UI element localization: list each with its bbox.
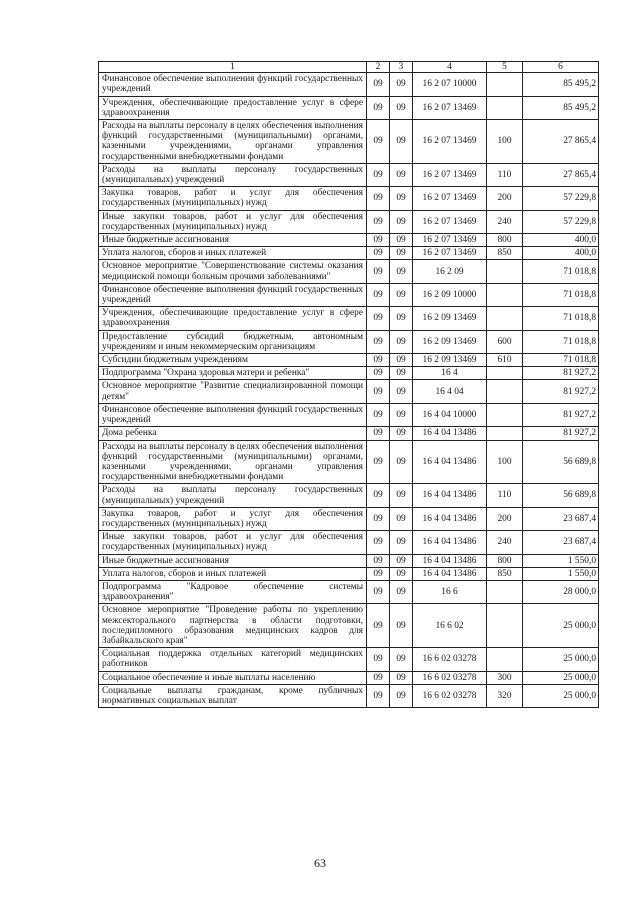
table-body — [99, 62, 599, 708]
table-row — [99, 354, 599, 367]
row-subsection-cell: 09 — [390, 671, 413, 684]
column-header: 3 — [390, 62, 413, 73]
row-subsection-cell: 09 — [390, 531, 413, 554]
row-amount-cell: 85 495,2 — [523, 73, 599, 96]
row-expense-type-cell: 100 — [487, 120, 523, 164]
row-target-code-cell: 16 6 02 03278 — [413, 684, 487, 707]
row-name-cell: Иные бюджетные ассигнования — [99, 554, 367, 567]
row-expense-type-cell: 800 — [487, 554, 523, 567]
row-amount-cell: 81 927,2 — [523, 403, 599, 426]
row-amount-cell: 71 018,8 — [523, 283, 599, 306]
row-expense-type-cell — [487, 96, 523, 119]
row-name-cell: Социальное обеспечение и иные выплаты населению — [99, 671, 367, 684]
row-subsection-cell: 09 — [390, 380, 413, 403]
row-target-code-cell: 16 4 04 — [413, 380, 487, 403]
row-section-cell: 09 — [367, 554, 390, 567]
row-name-cell: Учреждения, обеспечивающие предоставление услуг в сфере здравоохранения — [99, 307, 367, 330]
row-expense-type-cell: 800 — [487, 234, 523, 247]
row-target-code-cell: 16 4 — [413, 367, 487, 380]
table-row — [99, 648, 599, 671]
row-section-cell: 09 — [367, 380, 390, 403]
row-section-cell: 09 — [367, 354, 390, 367]
row-target-code-cell: 16 2 09 — [413, 260, 487, 283]
row-expense-type-cell — [487, 648, 523, 671]
table-row — [99, 367, 599, 380]
row-subsection-cell: 09 — [390, 283, 413, 306]
row-section-cell: 09 — [367, 427, 390, 440]
row-subsection-cell: 09 — [390, 210, 413, 233]
row-target-code-cell: 16 2 07 13469 — [413, 210, 487, 233]
row-section-cell: 09 — [367, 648, 390, 671]
table-row — [99, 234, 599, 247]
row-target-code-cell: 16 2 09 13469 — [413, 354, 487, 367]
budget-table — [98, 61, 599, 708]
row-subsection-cell: 09 — [390, 684, 413, 707]
row-name-cell: Социальные выплаты гражданам, кроме публичных нормативных социальных выплат — [99, 684, 367, 707]
row-amount-cell: 71 018,8 — [523, 307, 599, 330]
header-row — [99, 62, 599, 73]
row-amount-cell: 25 000,0 — [523, 671, 599, 684]
row-amount-cell: 71 018,8 — [523, 260, 599, 283]
row-expense-type-cell: 200 — [487, 507, 523, 530]
column-header: 2 — [367, 62, 390, 73]
row-section-cell: 09 — [367, 330, 390, 353]
row-target-code-cell: 16 2 09 13469 — [413, 330, 487, 353]
table-row — [99, 380, 599, 403]
row-amount-cell: 71 018,8 — [523, 354, 599, 367]
row-amount-cell: 25 000,0 — [523, 684, 599, 707]
row-expense-type-cell — [487, 260, 523, 283]
row-target-code-cell: 16 6 02 03278 — [413, 671, 487, 684]
row-name-cell: Расходы на выплаты персоналу государственных (муниципальных) учреждений — [99, 163, 367, 186]
row-name-cell: Уплата налогов, сборов и иных платежей — [99, 247, 367, 260]
row-section-cell: 09 — [367, 440, 390, 484]
row-subsection-cell: 09 — [390, 554, 413, 567]
row-expense-type-cell: 200 — [487, 187, 523, 210]
row-subsection-cell: 09 — [390, 307, 413, 330]
row-expense-type-cell: 300 — [487, 671, 523, 684]
row-subsection-cell: 09 — [390, 354, 413, 367]
row-expense-type-cell: 850 — [487, 247, 523, 260]
row-amount-cell: 1 550,0 — [523, 554, 599, 567]
row-section-cell: 09 — [367, 163, 390, 186]
row-target-code-cell: 16 4 04 13486 — [413, 531, 487, 554]
row-subsection-cell: 09 — [390, 648, 413, 671]
row-name-cell: Финансовое обеспечение выполнения функций государственных учреждений — [99, 283, 367, 306]
row-name-cell: Иные закупки товаров, работ и услуг для обеспечения государственных (муниципальных) нужд — [99, 531, 367, 554]
table-row — [99, 604, 599, 648]
row-subsection-cell: 09 — [390, 73, 413, 96]
row-name-cell: Субсидии бюджетным учреждениям — [99, 354, 367, 367]
row-section-cell: 09 — [367, 307, 390, 330]
column-header: 6 — [523, 62, 599, 73]
row-target-code-cell: 16 4 04 13486 — [413, 567, 487, 580]
table-row — [99, 307, 599, 330]
row-subsection-cell: 09 — [390, 260, 413, 283]
row-section-cell: 09 — [367, 234, 390, 247]
row-expense-type-cell: 610 — [487, 354, 523, 367]
row-section-cell: 09 — [367, 567, 390, 580]
table-row — [99, 684, 599, 707]
row-amount-cell: 25 000,0 — [523, 604, 599, 648]
table-row — [99, 247, 599, 260]
row-target-code-cell: 16 2 07 13469 — [413, 247, 487, 260]
column-header: 4 — [413, 62, 487, 73]
column-header: 5 — [487, 62, 523, 73]
row-expense-type-cell — [487, 380, 523, 403]
row-subsection-cell: 09 — [390, 484, 413, 507]
row-section-cell: 09 — [367, 684, 390, 707]
row-section-cell: 09 — [367, 507, 390, 530]
row-target-code-cell: 16 4 04 10000 — [413, 403, 487, 426]
row-expense-type-cell: 240 — [487, 531, 523, 554]
row-expense-type-cell: 320 — [487, 684, 523, 707]
row-subsection-cell: 09 — [390, 330, 413, 353]
row-target-code-cell: 16 2 09 10000 — [413, 283, 487, 306]
row-name-cell: Финансовое обеспечение выполнения функций государственных учреждений — [99, 403, 367, 426]
row-amount-cell: 28 000,0 — [523, 580, 599, 603]
row-subsection-cell: 09 — [390, 567, 413, 580]
row-section-cell: 09 — [367, 120, 390, 164]
row-target-code-cell: 16 2 09 13469 — [413, 307, 487, 330]
row-name-cell: Расходы на выплаты персоналу в целях обеспечения выполнения функций государственными (муниципальными) органами, казенными учреждениями, органами управления государственными внебюджетными фондами — [99, 440, 367, 484]
row-amount-cell: 400,0 — [523, 247, 599, 260]
row-target-code-cell: 16 2 07 13469 — [413, 234, 487, 247]
row-amount-cell: 1 550,0 — [523, 567, 599, 580]
row-target-code-cell: 16 4 04 13486 — [413, 554, 487, 567]
row-amount-cell: 23 687,4 — [523, 507, 599, 530]
row-section-cell: 09 — [367, 283, 390, 306]
table-row — [99, 330, 599, 353]
row-subsection-cell: 09 — [390, 440, 413, 484]
row-expense-type-cell — [487, 307, 523, 330]
row-target-code-cell: 16 2 07 13469 — [413, 120, 487, 164]
row-expense-type-cell: 850 — [487, 567, 523, 580]
row-amount-cell: 81 927,2 — [523, 380, 599, 403]
row-target-code-cell: 16 4 04 13486 — [413, 440, 487, 484]
row-target-code-cell: 16 4 04 13486 — [413, 484, 487, 507]
row-expense-type-cell — [487, 580, 523, 603]
table-row — [99, 427, 599, 440]
table-row — [99, 554, 599, 567]
row-target-code-cell: 16 6 02 03278 — [413, 648, 487, 671]
row-section-cell: 09 — [367, 531, 390, 554]
table-row — [99, 567, 599, 580]
row-name-cell: Уплата налогов, сборов и иных платежей — [99, 567, 367, 580]
row-expense-type-cell — [487, 604, 523, 648]
row-name-cell: Социальная поддержка отдельных категорий медицинских работников — [99, 648, 367, 671]
row-section-cell: 09 — [367, 580, 390, 603]
row-section-cell: 09 — [367, 247, 390, 260]
row-subsection-cell: 09 — [390, 403, 413, 426]
row-amount-cell: 85 495,2 — [523, 96, 599, 119]
row-subsection-cell: 09 — [390, 163, 413, 186]
row-name-cell: Предоставление субсидий бюджетным, автономным учреждениям и иным некоммерческим организациям — [99, 330, 367, 353]
row-subsection-cell: 09 — [390, 604, 413, 648]
row-expense-type-cell — [487, 367, 523, 380]
table-row — [99, 484, 599, 507]
row-amount-cell: 71 018,8 — [523, 330, 599, 353]
table-row — [99, 283, 599, 306]
row-target-code-cell: 16 2 07 13469 — [413, 187, 487, 210]
table-row — [99, 403, 599, 426]
row-section-cell: 09 — [367, 210, 390, 233]
table-row — [99, 507, 599, 530]
row-section-cell: 09 — [367, 604, 390, 648]
row-name-cell: Закупка товаров, работ и услуг для обеспечения государственных (муниципальных) нужд — [99, 507, 367, 530]
row-name-cell: Учреждения, обеспечивающие предоставление услуг в сфере здравоохранения — [99, 96, 367, 119]
row-amount-cell: 57 229,8 — [523, 187, 599, 210]
row-name-cell: Расходы на выплаты персоналу государственных (муниципальных) учреждений — [99, 484, 367, 507]
row-subsection-cell: 09 — [390, 120, 413, 164]
row-name-cell: Закупка товаров, работ и услуг для обеспечения государственных (муниципальных) нужд — [99, 187, 367, 210]
row-expense-type-cell: 240 — [487, 210, 523, 233]
row-amount-cell: 57 229,8 — [523, 210, 599, 233]
row-amount-cell: 56 689,8 — [523, 484, 599, 507]
row-name-cell: Основное мероприятие "Развитие специализированной помощи детям" — [99, 380, 367, 403]
row-name-cell: Расходы на выплаты персоналу в целях обеспечения выполнения функций государственными (муниципальными) органами, казенными учреждениями, органами управления государственными внебюджетными фондами — [99, 120, 367, 164]
row-target-code-cell: 16 6 — [413, 580, 487, 603]
row-name-cell: Подпрограмма "Кадровое обеспечение системы здравоохранения" — [99, 580, 367, 603]
page-number: 63 — [314, 856, 326, 870]
row-section-cell: 09 — [367, 260, 390, 283]
table-row — [99, 260, 599, 283]
row-expense-type-cell: 110 — [487, 163, 523, 186]
row-target-code-cell: 16 2 07 13469 — [413, 163, 487, 186]
row-name-cell: Основное мероприятие "Проведение работы по укреплению межсекторального партнерства в области подготовки, последипломного образования медицинских кадров для Забайкальского края" — [99, 604, 367, 648]
row-name-cell: Иные бюджетные ассигнования — [99, 234, 367, 247]
row-subsection-cell: 09 — [390, 367, 413, 380]
row-amount-cell: 27 865,4 — [523, 163, 599, 186]
row-subsection-cell: 09 — [390, 96, 413, 119]
row-expense-type-cell — [487, 403, 523, 426]
row-subsection-cell: 09 — [390, 247, 413, 260]
table-row — [99, 440, 599, 484]
row-expense-type-cell: 100 — [487, 440, 523, 484]
row-expense-type-cell: 110 — [487, 484, 523, 507]
row-amount-cell: 27 865,4 — [523, 120, 599, 164]
row-subsection-cell: 09 — [390, 427, 413, 440]
row-name-cell: Дома ребенка — [99, 427, 367, 440]
row-expense-type-cell — [487, 283, 523, 306]
table-row — [99, 580, 599, 603]
row-subsection-cell: 09 — [390, 234, 413, 247]
row-name-cell: Финансовое обеспечение выполнения функций государственных учреждений — [99, 73, 367, 96]
row-section-cell: 09 — [367, 484, 390, 507]
row-target-code-cell: 16 2 07 10000 — [413, 73, 487, 96]
table-row — [99, 187, 599, 210]
table-row — [99, 163, 599, 186]
row-amount-cell: 81 927,2 — [523, 427, 599, 440]
row-target-code-cell: 16 4 04 13486 — [413, 507, 487, 530]
row-expense-type-cell — [487, 427, 523, 440]
row-subsection-cell: 09 — [390, 507, 413, 530]
column-header: 1 — [99, 62, 367, 73]
row-subsection-cell: 09 — [390, 580, 413, 603]
row-section-cell: 09 — [367, 367, 390, 380]
row-section-cell: 09 — [367, 187, 390, 210]
row-section-cell: 09 — [367, 96, 390, 119]
row-amount-cell: 56 689,8 — [523, 440, 599, 484]
row-section-cell: 09 — [367, 73, 390, 96]
row-subsection-cell: 09 — [390, 187, 413, 210]
row-name-cell: Подпрограмма "Охрана здоровья матери и ребенка" — [99, 367, 367, 380]
row-name-cell: Основное мероприятие "Совершенствование системы оказания медицинской помощи больным прочими заболеваниями" — [99, 260, 367, 283]
table-row — [99, 96, 599, 119]
row-name-cell: Иные закупки товаров, работ и услуг для обеспечения государственных (муниципальных) нужд — [99, 210, 367, 233]
table-row — [99, 531, 599, 554]
row-section-cell: 09 — [367, 671, 390, 684]
table-row — [99, 671, 599, 684]
row-target-code-cell: 16 6 02 — [413, 604, 487, 648]
row-expense-type-cell: 600 — [487, 330, 523, 353]
row-target-code-cell: 16 2 07 13469 — [413, 96, 487, 119]
row-section-cell: 09 — [367, 403, 390, 426]
table-row — [99, 73, 599, 96]
table-row — [99, 120, 599, 164]
row-amount-cell: 25 000,0 — [523, 648, 599, 671]
row-amount-cell: 23 687,4 — [523, 531, 599, 554]
row-amount-cell: 81 927,2 — [523, 367, 599, 380]
row-target-code-cell: 16 4 04 13486 — [413, 427, 487, 440]
row-expense-type-cell — [487, 73, 523, 96]
row-amount-cell: 400,0 — [523, 234, 599, 247]
table-row — [99, 210, 599, 233]
